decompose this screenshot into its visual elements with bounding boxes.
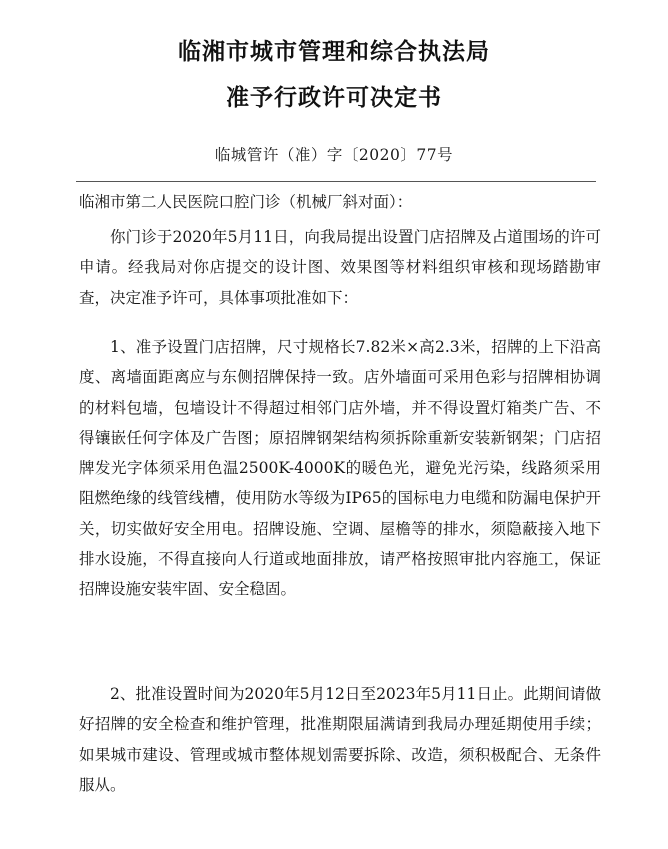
item-2-paragraph: 2、批准设置时间为2020年5月12日至2023年5月11日止。此期间请做好招牌的安全检查和维护管理，批准期限届满请到我局办理延期使用手续；如果城市建设、管理或城市整体规划需要拆除、改造，须积极配合、无条件服从。 (79, 685, 601, 794)
addressee: 临湘市第二人民医院口腔门诊（机械厂斜对面）： (79, 193, 413, 211)
document-title: 准予行政许可决定书 (226, 85, 442, 111)
issuer-title: 临湘市城市管理和综合执法局 (178, 39, 490, 65)
item-1-paragraph: 1、准予设置门店招牌，尺寸规格长7.82米×高2.3米，招牌的上下沿高度、离墙面距离应与东侧招牌保持一致。店外墙面可采用色彩与招牌相协调的材料包墙，包墙设计不得超过相邻门店外墙，并不得设置灯箱类广告、不得镶嵌任何字体及广告图；原招牌钢架结构须拆除重新安装新钢架；门店招牌发光字体须采用色温2500K-4000K的暖色光，避免光污染，线路须采用阻燃绝缘的线管线槽，使用防水等级为IP65的国标电力电缆和防漏电保护开关，切实做好安全用电。招牌设施、空调、屋檐等的排水，须隐蔽接入地下排水设施，不得直接向人行道或地面排放，请严格按照审批内容施工，保证招牌设施安装牢固、安全稳固。 (79, 338, 601, 599)
intro-paragraph: 你门诊于2020年5月11日，向我局提出设置门店招牌及占道围场的许可申请。经我局对你店提交的设计图、效果图等材料组织审核和现场踏勘审查，决定准予许可，具体事项批准如下： (79, 228, 601, 307)
document-number: 临城管许（准）字〔2020〕77号 (214, 146, 454, 164)
header-divider (76, 181, 596, 182)
